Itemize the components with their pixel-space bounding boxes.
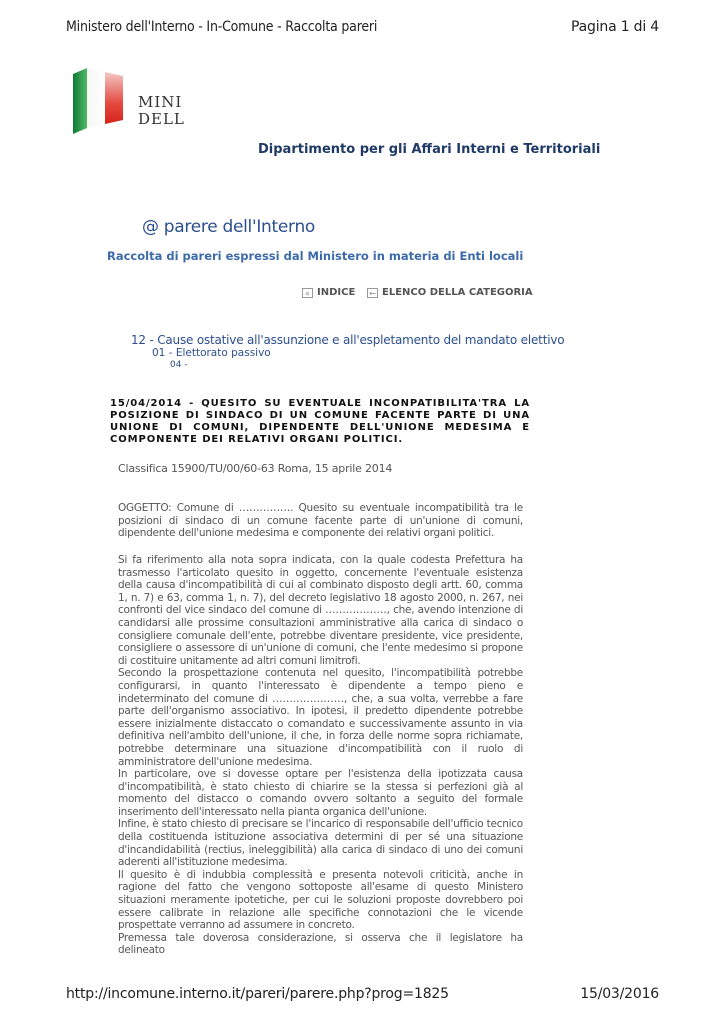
logo-text-line-1: MINI	[138, 93, 183, 111]
back-arrow-icon: ←	[367, 288, 378, 298]
department-heading: Dipartimento per gli Affari Interni e Territoriali	[258, 142, 601, 157]
quesito-title	[110, 398, 530, 446]
index-link-label[interactable]: INDICE	[317, 287, 356, 298]
print-footer-url: http://incomune.interno.it/pareri/parere.php?prog=1825	[66, 986, 449, 1002]
paragraph: Si fa riferimento alla nota sopra indicata, con la quale codesta Prefettura ha trasmesso l'articolato quesito in oggetto, concernente l'eventuale esistenza della causa d'incompatibilità di cui al combinato disposto degli artt. 60, comma 1, n. 7) e 63, comma 1, n. 7), del decreto legislativo 18 agosto 2000, n. 267, nei confronti del vice sindaco del comune di ………………, che, avendo intenzione di candidarsi alle prossime consultazioni amministrative alla carica di sindaco o consigliere comunale dell'ente, potrebbe diventare presidente, vice presidente, consigliere o assessore di un'unione di comuni, che l'ente medesimo si propone di costituire unitamente ad altri comuni limitrofi.	[118, 554, 523, 667]
site-title[interactable]: @ parere dell'Interno	[142, 217, 316, 237]
category-breadcrumb-level-2[interactable]: 01 - Elettorato passivo	[152, 347, 271, 359]
back-arrows-icon: «	[302, 288, 313, 298]
category-list-link[interactable]	[367, 287, 533, 298]
paragraph: Premessa tale doverosa considerazione, si osserva che il legislatore ha delineato	[118, 931, 523, 957]
classifica-line: Classifica 15900/TU/00/60-63 Roma, 15 aprile 2014	[118, 462, 393, 475]
paragraph: Il quesito è di indubbia complessità e presenta notevoli criticità, anche in ragione del fatto che vengono sottoposte all'esame di questo Ministero situazioni meramente ipotetiche, per cui le soluzioni proposte dovrebbero poi essere calibrate in relazione alle specifiche connotazioni che le vicende prospettate verranno ad assumere in concreto.	[118, 868, 523, 932]
paragraph: Infine, è stato chiesto di precisare se l'incarico di responsabile dell'ufficio tecnico della costituenda istituzione associativa determini di per sé una situazione d'incandidabilità (rectius, ineleggibilità) alla carica di sindaco di uno dei comuni aderenti all'istituzione medesima.	[118, 818, 523, 869]
body-paragraphs	[118, 554, 523, 957]
print-footer-date: 15/03/2016	[580, 986, 659, 1002]
paragraph: In particolare, ove si dovesse optare per l'esistenza della ipotizzata causa d'incompatibilità, è stato chiesto di chiarire se la stessa si perfezioni già al momento del distacco o comando ovvero soltanto a seguito del formale inserimento dell'interessato nella pianta organica dell'unione.	[118, 768, 523, 818]
logo-text-line-2: DELL	[138, 110, 185, 128]
paragraph: Secondo la prospettazione contenuta nel quesito, l'incompatibilità potrebbe configurarsi, in quanto l'interessato è dipendente a tempo pieno e indeterminato del comune di …………………, che, a sua volta, verrebbe a fare parte dell'organismo associativo. In ipotesi, il predetto dipendente potrebbe essere inizialmente distaccato o comandato e successivamente assunto in via definitiva nell'ambito dell'unione, il che, in forza delle norme sopra richiamate, potrebbe determinare una situazione d'incompatibilità con il ruolo di amministratore dell'unione medesima.	[118, 667, 523, 768]
quesito-title-text: 15/04/2014 - QUESITO SU EVENTUALE INCONPATIBILITA'TRA LA POSIZIONE DI SINDACO DI UN COMUNE FACENTE PARTE DI UNA UNIONE DI COMUNI, DIPENDENTE DELL'UNIONE MEDESIMA E COMPONENTE DEI RELATIVI ORGANI POLITICI.	[110, 398, 530, 445]
category-breadcrumb-level-3[interactable]: 04 -	[170, 360, 188, 370]
italian-flag-emblem-icon	[70, 68, 140, 134]
logo-wordmark	[138, 94, 185, 128]
category-list-link-label[interactable]: ELENCO DELLA CATEGORIA	[382, 287, 533, 298]
category-breadcrumb-level-1[interactable]: 12 - Cause ostative all'assunzione e all'espletamento del mandato elettivo	[131, 333, 565, 347]
site-subtitle: Raccolta di pareri espressi dal Ministero in materia di Enti locali	[107, 249, 524, 263]
oggetto-paragraph	[118, 502, 523, 540]
index-link[interactable]	[302, 287, 355, 298]
oggetto-text: OGGETTO: Comune di ……………. Quesito su eventuale incompatibilità tra le posizioni di sindaco di un comune facente parte di un'unione di comuni, dipendente dell'unione medesima e componente dei relativi organi politici.	[118, 502, 523, 540]
print-header-title: Ministero dell'Interno - In-Comune - Raccolta pareri	[66, 19, 378, 35]
print-header-page: Pagina 1 di 4	[571, 19, 659, 35]
